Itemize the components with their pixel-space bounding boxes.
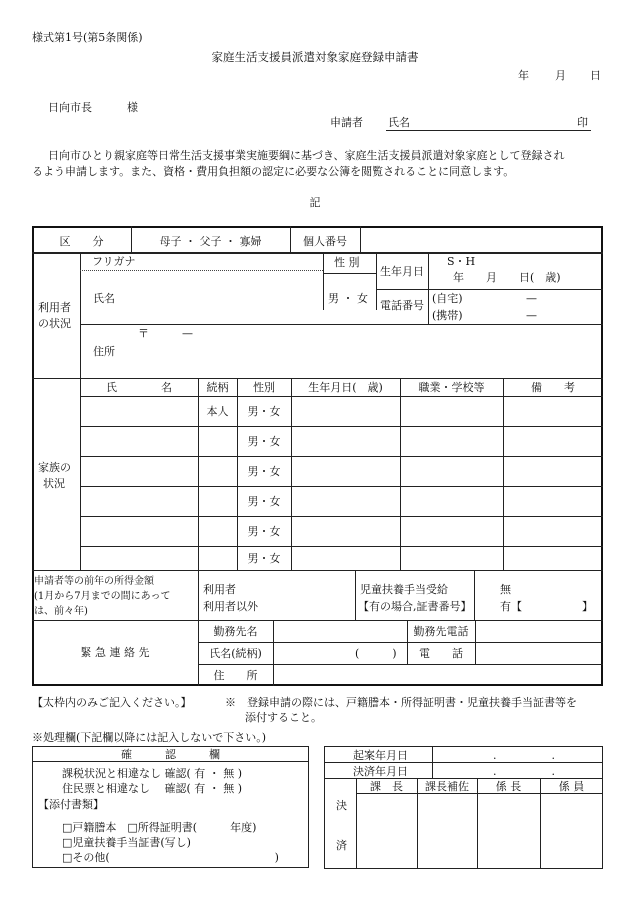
table-row[interactable]: 男・女 xyxy=(247,435,281,448)
attach-other[interactable]: □その他( ) xyxy=(62,851,279,864)
col-relation: 続柄 xyxy=(206,381,229,394)
table-row[interactable]: 男・女 xyxy=(247,552,281,565)
birth-era[interactable]: S・H xyxy=(447,255,476,268)
postal-mark: 〒 — xyxy=(138,327,193,340)
form-number: 様式第1号(第5条関係) xyxy=(32,31,143,44)
honorific: 様 xyxy=(127,101,138,114)
name-underline xyxy=(386,130,591,131)
col-job: 職業・学校等 xyxy=(418,381,485,394)
role-deputy-chief: 課長補佐 xyxy=(425,780,469,793)
allowance-label-1: 児童扶養手当受給 xyxy=(360,583,448,596)
user-section-label-2: の状況 xyxy=(38,317,71,330)
income-other: 利用者以外 xyxy=(203,600,258,613)
intro-line-2: るよう申請します。また、資格・費用負担額の認定に必要な公簿を閲覧されることに同意します。 xyxy=(32,165,515,178)
attach-shosho[interactable]: □児童扶養手当証書(写し) xyxy=(62,836,191,849)
applicant-name-label: 氏名 xyxy=(388,116,410,129)
income-label-3: は、前々年) xyxy=(34,606,88,617)
relation-self: 本人 xyxy=(206,405,229,418)
phone-mobile-dash: — xyxy=(526,309,537,322)
role-unit-chief: 係 長 xyxy=(495,780,522,793)
applicant-label: 申請者 xyxy=(330,116,363,129)
allowance-yes[interactable]: 有【 xyxy=(500,600,522,613)
income-label-2: (1月から7月までの間にあって xyxy=(34,591,171,602)
furigana-label: フリガナ xyxy=(92,255,136,268)
table-row[interactable]: 男・女 xyxy=(247,525,281,538)
income-user: 利用者 xyxy=(203,583,236,596)
kessai-label-1: 決 xyxy=(336,799,347,812)
name-label: 氏名 xyxy=(93,292,115,305)
allowance-no[interactable]: 無 xyxy=(500,583,511,596)
phone-label: 電話番号 xyxy=(380,299,424,312)
drafted-date-label: 起案年月日 xyxy=(353,749,408,762)
emergency-address: 住 所 xyxy=(213,669,258,682)
date-month: 月 xyxy=(555,69,566,82)
role-section-chief: 課 長 xyxy=(370,780,403,793)
fill-note: 【太枠内のみご記入ください。】 xyxy=(32,696,192,709)
emergency-phone: 電 話 xyxy=(419,647,463,660)
date-year: 年 xyxy=(518,69,529,82)
phone-mobile-label: (携帯) xyxy=(432,309,463,322)
table-row[interactable]: 男・女 xyxy=(247,495,281,508)
drafted-date-dots[interactable]: . . xyxy=(493,749,555,762)
attach-koseki[interactable]: □戸籍謄本 □所得証明書( 年度) xyxy=(62,821,257,834)
emergency-relation-paren[interactable]: ( ) xyxy=(355,647,397,660)
family-section-label-2: 状況 xyxy=(43,477,65,490)
attach-note-2: 添付すること。 xyxy=(245,711,322,724)
table-row[interactable]: 男・女 xyxy=(247,465,281,478)
address-label: 住所 xyxy=(93,345,115,358)
col-name: 氏 名 xyxy=(106,381,172,394)
decided-date-dots[interactable]: . . xyxy=(493,765,555,778)
emergency-work-phone: 勤務先電話 xyxy=(413,625,469,638)
kessai-label-2: 済 xyxy=(336,839,347,852)
income-label-1: 申請者等の前年の所得金額 xyxy=(34,576,154,587)
office-note: ※処理欄(下記欄以降には記入しないで下さい。) xyxy=(32,731,267,744)
emergency-workplace: 勤務先名 xyxy=(213,625,258,638)
birth-label: 生年月日 xyxy=(380,265,424,278)
date-day: 日 xyxy=(590,69,601,82)
birth-format[interactable]: 年 月 日( 歳) xyxy=(453,271,561,284)
attach-heading: 【添付書類】 xyxy=(38,798,104,811)
kubun-label: 区 分 xyxy=(59,235,104,248)
intro-line-1: 日向市ひとり親家庭等日常生活支援事業実施要綱に基づき、家庭生活支援員派遣対象家庭として登録され xyxy=(48,149,565,162)
allowance-yes-close: 】 xyxy=(582,600,593,613)
addressee: 日向市長 xyxy=(48,101,92,114)
personal-number-field[interactable] xyxy=(362,230,600,248)
table-row[interactable]: 男・女 xyxy=(247,405,281,418)
personal-number-label: 個人番号 xyxy=(303,235,347,248)
seal-mark: 印 xyxy=(577,116,588,129)
ki-mark: 記 xyxy=(309,196,321,209)
decided-date-label: 決済年月日 xyxy=(353,765,408,778)
col-note: 備 考 xyxy=(531,381,575,394)
confirmation-title: 確 認 欄 xyxy=(121,748,220,761)
col-birth: 生年月日( 歳) xyxy=(308,381,383,394)
allowance-label-2: 【有の場合,証書番号】 xyxy=(358,600,472,613)
form-title: 家庭生活支援員派遣対象家庭登録申請書 xyxy=(211,50,419,64)
emergency-label: 緊 急 連 絡 先 xyxy=(80,646,150,659)
col-sex: 性別 xyxy=(253,381,275,394)
check-tax[interactable]: 課税状況と相違なし 確認( 有 ・ 無 ) xyxy=(62,767,243,780)
sex-label: 性 別 xyxy=(334,256,360,269)
family-section-label-1: 家族の xyxy=(38,461,71,474)
phone-home-label: (自宅) xyxy=(432,292,463,305)
phone-home-dash: — xyxy=(526,292,537,305)
emergency-name-relation: 氏名(続柄) xyxy=(209,647,262,660)
role-staff: 係 員 xyxy=(558,780,585,793)
sex-options[interactable]: 男 ・ 女 xyxy=(328,292,368,305)
check-resident[interactable]: 住民票と相違なし 確認( 有 ・ 無 ) xyxy=(62,782,243,795)
attach-note-1: ※ 登録申請の際には、戸籍謄本・所得証明書・児童扶養手当証書等を xyxy=(225,696,577,709)
kubun-options[interactable]: 母子 ・ 父子 ・ 寡婦 xyxy=(159,235,262,248)
user-section-label-1: 利用者 xyxy=(38,301,71,314)
